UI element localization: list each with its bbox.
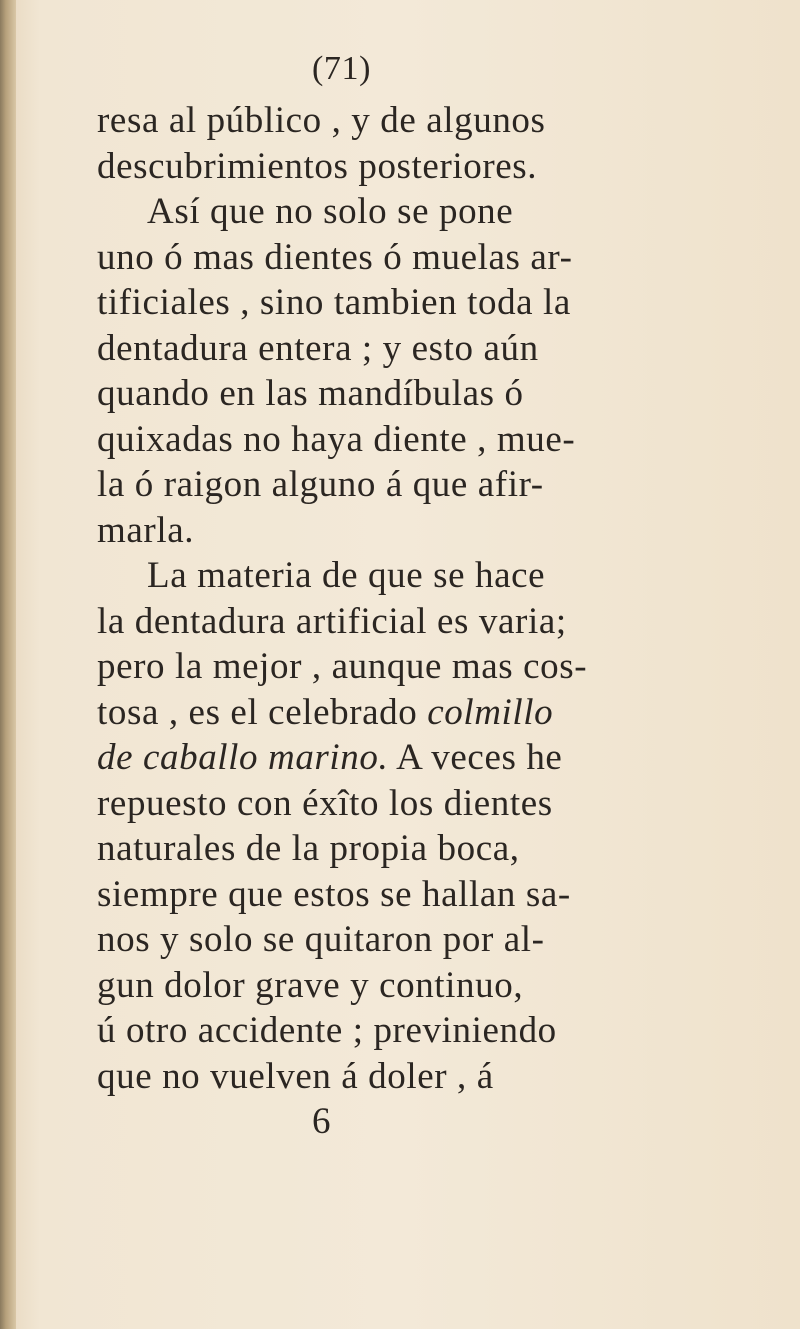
text-line: La materia de que se hace [147,555,546,596]
signature-mark: 6 [312,1101,332,1142]
text-line: resa al público , y de algunos [97,100,546,141]
text-line: nos y solo se quitaron por al- [97,919,545,960]
text-line: marla. [97,509,195,551]
italic-text-run: colmillo [427,691,554,733]
text-line: ú otro accidente ; previniendo [97,1010,557,1051]
text-line: uno ó mas dientes ó muelas ar- [97,236,573,278]
text-line: pero la mejor , aunque mas cos- [97,646,588,687]
text-line: la dentadura artificial es varia; [97,600,567,642]
text-line: gun dolor grave y continuo, [97,964,524,1006]
text-line: quixadas no haya diente , mue- [97,418,576,460]
text-run: tosa , es el celebrado [97,691,428,733]
text-line [97,690,717,736]
text-line: naturales de la propia boca, [97,828,520,869]
italic-text-run: de caballo marino. [97,737,389,778]
text-line: quando en las mandíbulas ó [97,373,524,414]
page-gutter [0,0,16,1329]
text-line: siempre que estos se hallan sa- [97,873,571,915]
text-line: la ó raigon alguno á que afir- [97,464,544,505]
text-line: repuesto con éxîto los dientes [97,782,553,824]
text-line: dentadura entera ; y esto aún [97,327,539,369]
text-run: A veces he [388,737,563,778]
text-line [97,735,717,781]
page-number: (71) [312,50,372,87]
text-line: Así que no solo se pone [147,191,514,232]
page-text [97,40,717,1145]
text-line: que no vuelven á doler , á [97,1055,494,1097]
text-line: descubrimientos posteriores. [97,145,538,187]
text-line: tificiales , sino tambien toda la [97,282,571,323]
